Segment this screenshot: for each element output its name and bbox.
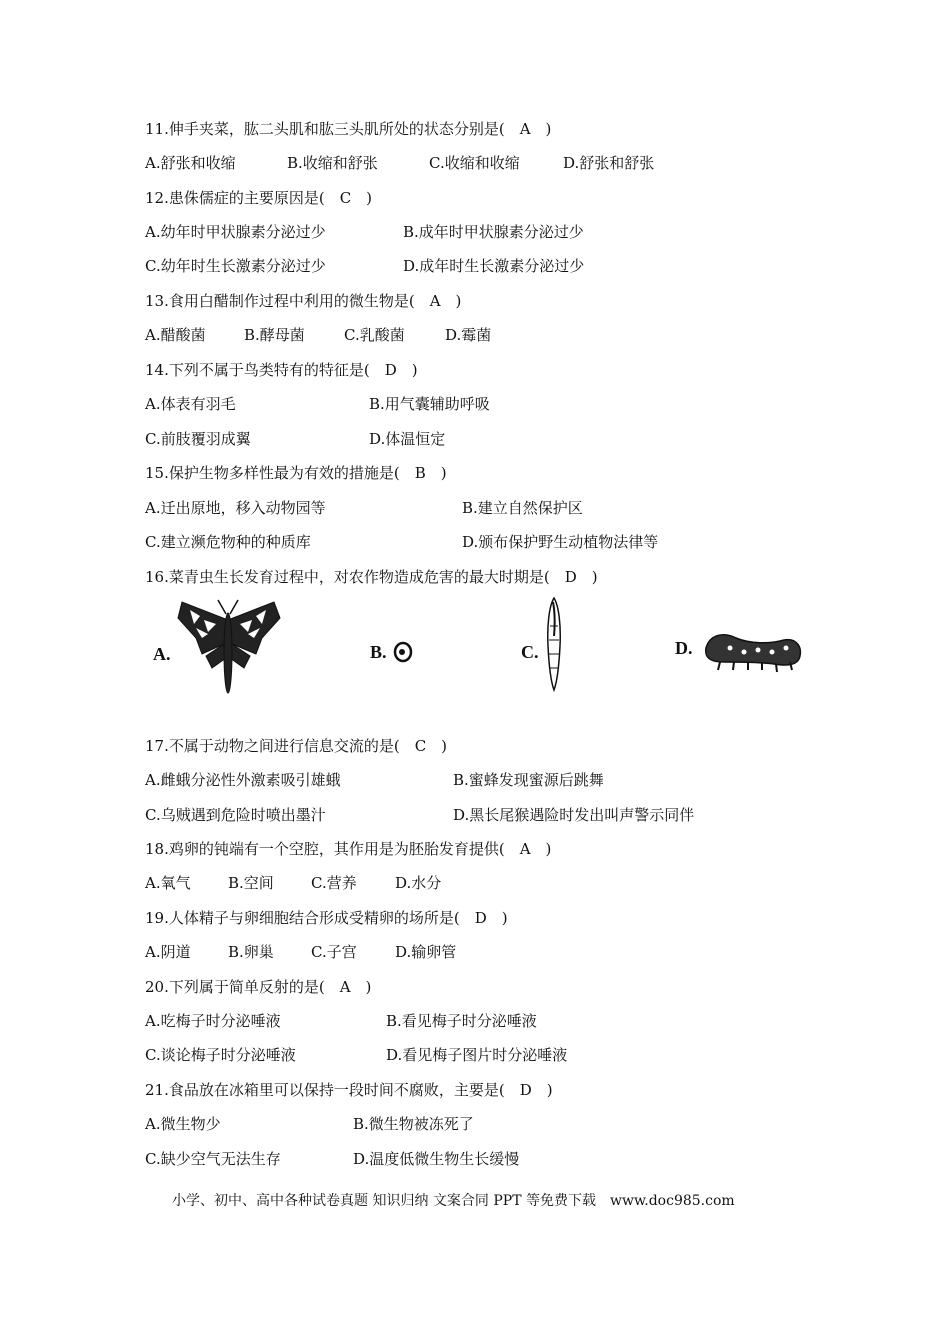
question-12-option-a: A.幼年时甲状腺素分泌过少 — [145, 223, 326, 241]
question-11-option-c: C.收缩和收缩 — [429, 154, 520, 172]
question-18-option-c: C.营养 — [311, 874, 357, 892]
question-20-stem: 20.下列属于简单反射的是( A ) — [145, 978, 372, 996]
question-17-option-d: D.黑长尾猴遇险时发出叫声警示同伴 — [453, 806, 695, 824]
question-19-option-a: A.阴道 — [145, 943, 191, 961]
question-17-stem: 17.不属于动物之间进行信息交流的是( C ) — [145, 737, 448, 755]
pupa-figure — [543, 596, 565, 692]
question-12-stem: 12.患侏儒症的主要原因是( C ) — [145, 189, 373, 207]
question-11-option-a: A.舒张和收缩 — [145, 154, 236, 172]
question-18-option-d: D.水分 — [395, 874, 442, 892]
question-16-stem: 16.菜青虫生长发育过程中，对农作物造成危害的最大时期是( D ) — [145, 568, 598, 586]
question-12-option-c: C.幼年时生长激素分泌过少 — [145, 257, 326, 275]
question-20-option-b: B.看见梅子时分泌唾液 — [386, 1012, 537, 1030]
question-11-option-d: D.舒张和舒张 — [563, 154, 655, 172]
question-14-option-d: D.体温恒定 — [369, 430, 446, 448]
question-13-option-d: D.霉菌 — [445, 326, 492, 344]
question-20-option-d: D.看见梅子图片时分泌唾液 — [386, 1046, 568, 1064]
question-18-stem: 18.鸡卵的钝端有一个空腔，其作用是为胚胎发育提供( A ) — [145, 840, 552, 858]
question-20-option-c: C.谈论梅子时分泌唾液 — [145, 1046, 296, 1064]
question-15-option-a: A.迁出原地，移入动物园等 — [145, 499, 326, 517]
question-15-stem: 15.保护生物多样性最为有效的措施是( B ) — [145, 464, 447, 482]
question-20-option-a: A.吃梅子时分泌唾液 — [145, 1012, 281, 1030]
question-15-option-b: B.建立自然保护区 — [462, 499, 583, 517]
figure-label-a: A. — [153, 644, 171, 664]
question-21-option-b: B.微生物被冻死了 — [353, 1115, 474, 1133]
egg-figure — [392, 640, 414, 664]
question-11-stem: 11.伸手夹菜，肱二头肌和肱三头肌所处的状态分别是( A ) — [145, 120, 552, 138]
question-21-option-d: D.温度低微生物生长缓慢 — [353, 1150, 520, 1168]
question-21-stem: 21.食品放在冰箱里可以保持一段时间不腐败，主要是( D ) — [145, 1081, 553, 1099]
figure-label-c: C. — [521, 642, 539, 662]
question-14-option-c: C.前肢覆羽成翼 — [145, 430, 251, 448]
question-17-option-c: C.乌贼遇到危险时喷出墨汁 — [145, 806, 326, 824]
question-13-option-a: A.醋酸菌 — [145, 326, 206, 344]
question-13-stem: 13.食用白醋制作过程中利用的微生物是( A ) — [145, 292, 462, 310]
question-17-option-a: A.雌蛾分泌性外激素吸引雄蛾 — [145, 771, 341, 789]
question-13-option-b: B.酵母菌 — [244, 326, 305, 344]
question-14-option-a: A.体表有羽毛 — [145, 395, 236, 413]
question-21-option-c: C.缺少空气无法生存 — [145, 1150, 281, 1168]
question-12-option-d: D.成年时生长激素分泌过少 — [403, 257, 585, 275]
question-15-option-c: C.建立濒危物种的种质库 — [145, 533, 311, 551]
figure-label-d: D. — [675, 638, 693, 658]
question-14-stem: 14.下列不属于鸟类特有的特征是( D ) — [145, 361, 418, 379]
question-19-stem: 19.人体精子与卵细胞结合形成受精卵的场所是( D ) — [145, 909, 508, 927]
caterpillar-figure — [700, 626, 804, 674]
figure-label-b: B. — [370, 642, 387, 662]
question-21-option-a: A.微生物少 — [145, 1115, 221, 1133]
question-12-option-b: B.成年时甲状腺素分泌过少 — [403, 223, 584, 241]
question-14-option-b: B.用气囊辅助呼吸 — [369, 395, 490, 413]
question-17-option-b: B.蜜蜂发现蜜源后跳舞 — [453, 771, 604, 789]
page-footer: 小学、初中、高中各种试卷真题 知识归纳 文案合同 PPT 等免费下载 www.doc985.com — [172, 1193, 735, 1209]
question-18-option-a: A.氧气 — [145, 874, 191, 892]
butterfly-figure — [172, 598, 284, 698]
question-19-option-d: D.输卵管 — [395, 943, 457, 961]
question-15-option-d: D.颁布保护野生动植物法律等 — [462, 533, 659, 551]
question-18-option-b: B.空间 — [228, 874, 274, 892]
question-19-option-c: C.子宫 — [311, 943, 357, 961]
question-19-option-b: B.卵巢 — [228, 943, 274, 961]
question-11-option-b: B.收缩和舒张 — [287, 154, 378, 172]
question-13-option-c: C.乳酸菌 — [344, 326, 405, 344]
